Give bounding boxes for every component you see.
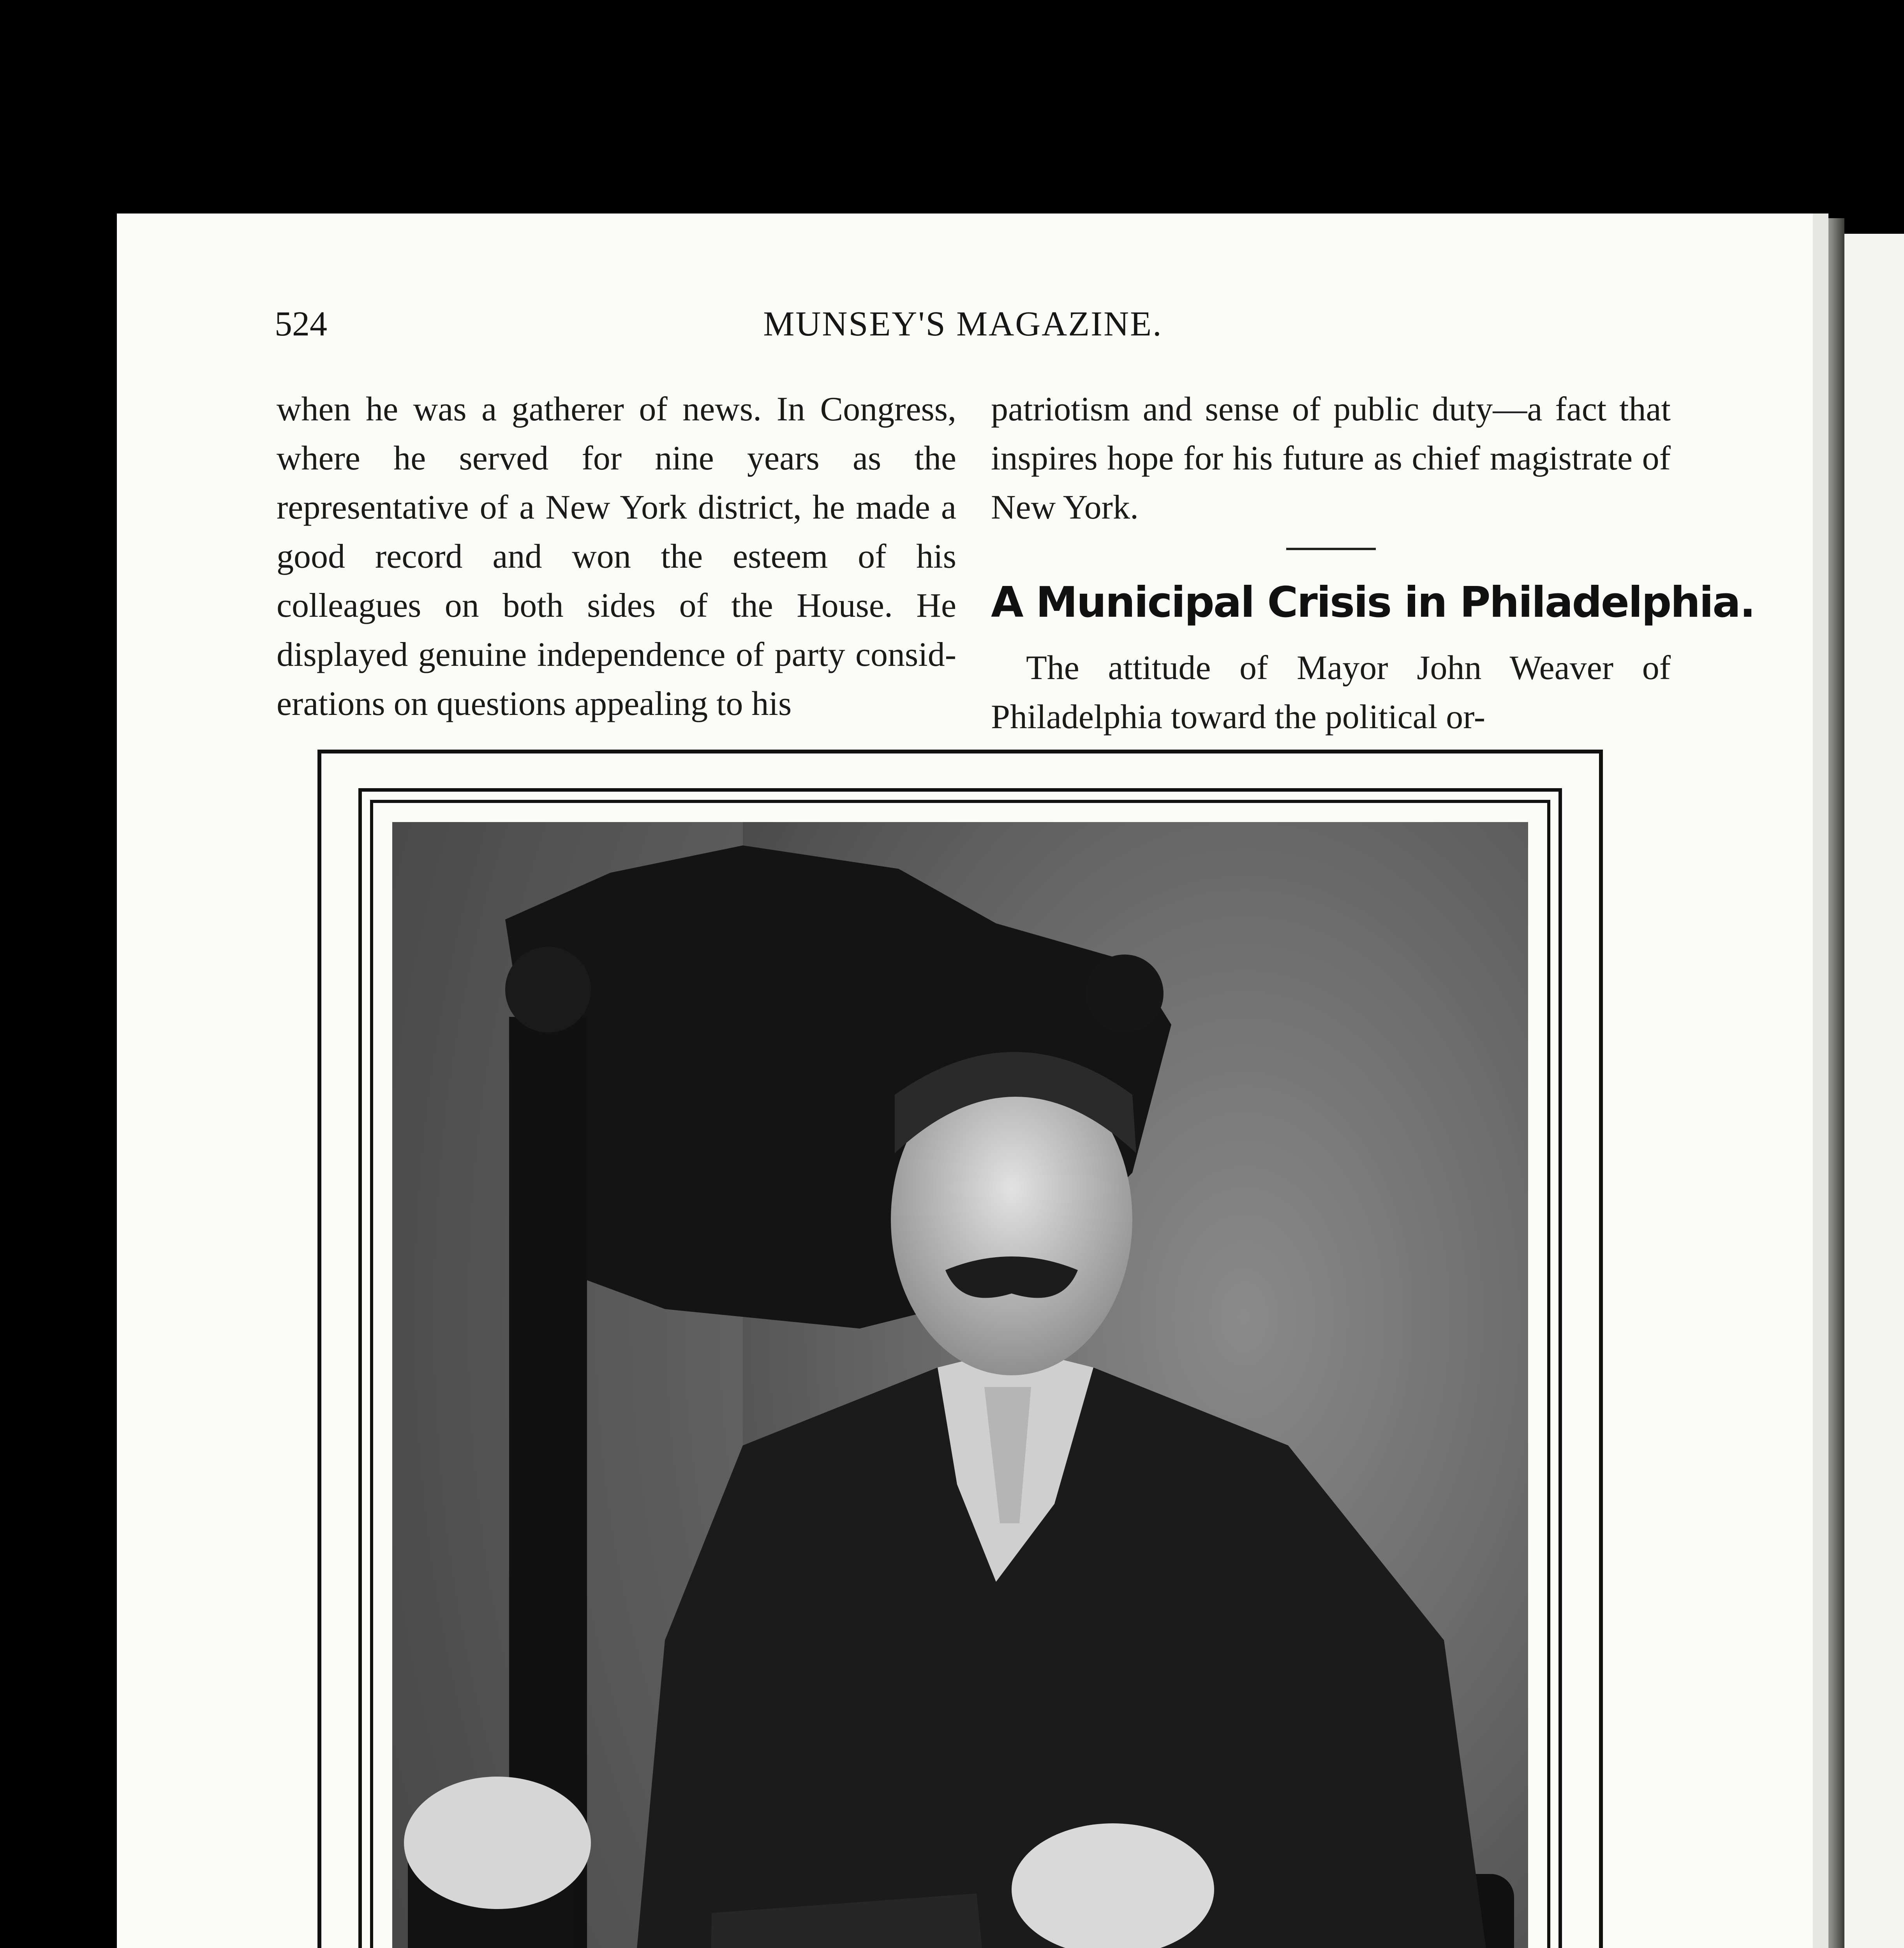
section-divider	[1286, 548, 1376, 550]
running-title: MUNSEY'S MAGAZINE.	[763, 305, 1163, 343]
left-column-text: when he was a gatherer of news. In Congress, where he served for nine years as the representative of a New York district, he made a good record and won the esteem of his colleagues on both sides of the House. He displayed genuine independence of party consid- erations on questions appealing to his	[277, 390, 956, 723]
portrait-photograph	[392, 822, 1528, 1948]
section-heading: A Municipal Crisis in Philadelphia.	[991, 578, 1755, 627]
magazine-page	[117, 214, 1828, 1948]
adjacent-page-edge	[1844, 234, 1904, 1948]
left-column	[277, 385, 956, 729]
page-number: 524	[275, 305, 327, 343]
right-paragraph-2: The attitude of Mayor John Weaver of Philadelphia toward the political or-	[991, 649, 1671, 736]
page-header	[275, 304, 1651, 347]
right-column	[991, 385, 1755, 742]
right-paragraph-1: patriotism and sense of public duty—a fact that inspires hope for his future as chief magistrate of New York.	[991, 390, 1671, 526]
portrait-illustration	[392, 822, 1528, 1948]
